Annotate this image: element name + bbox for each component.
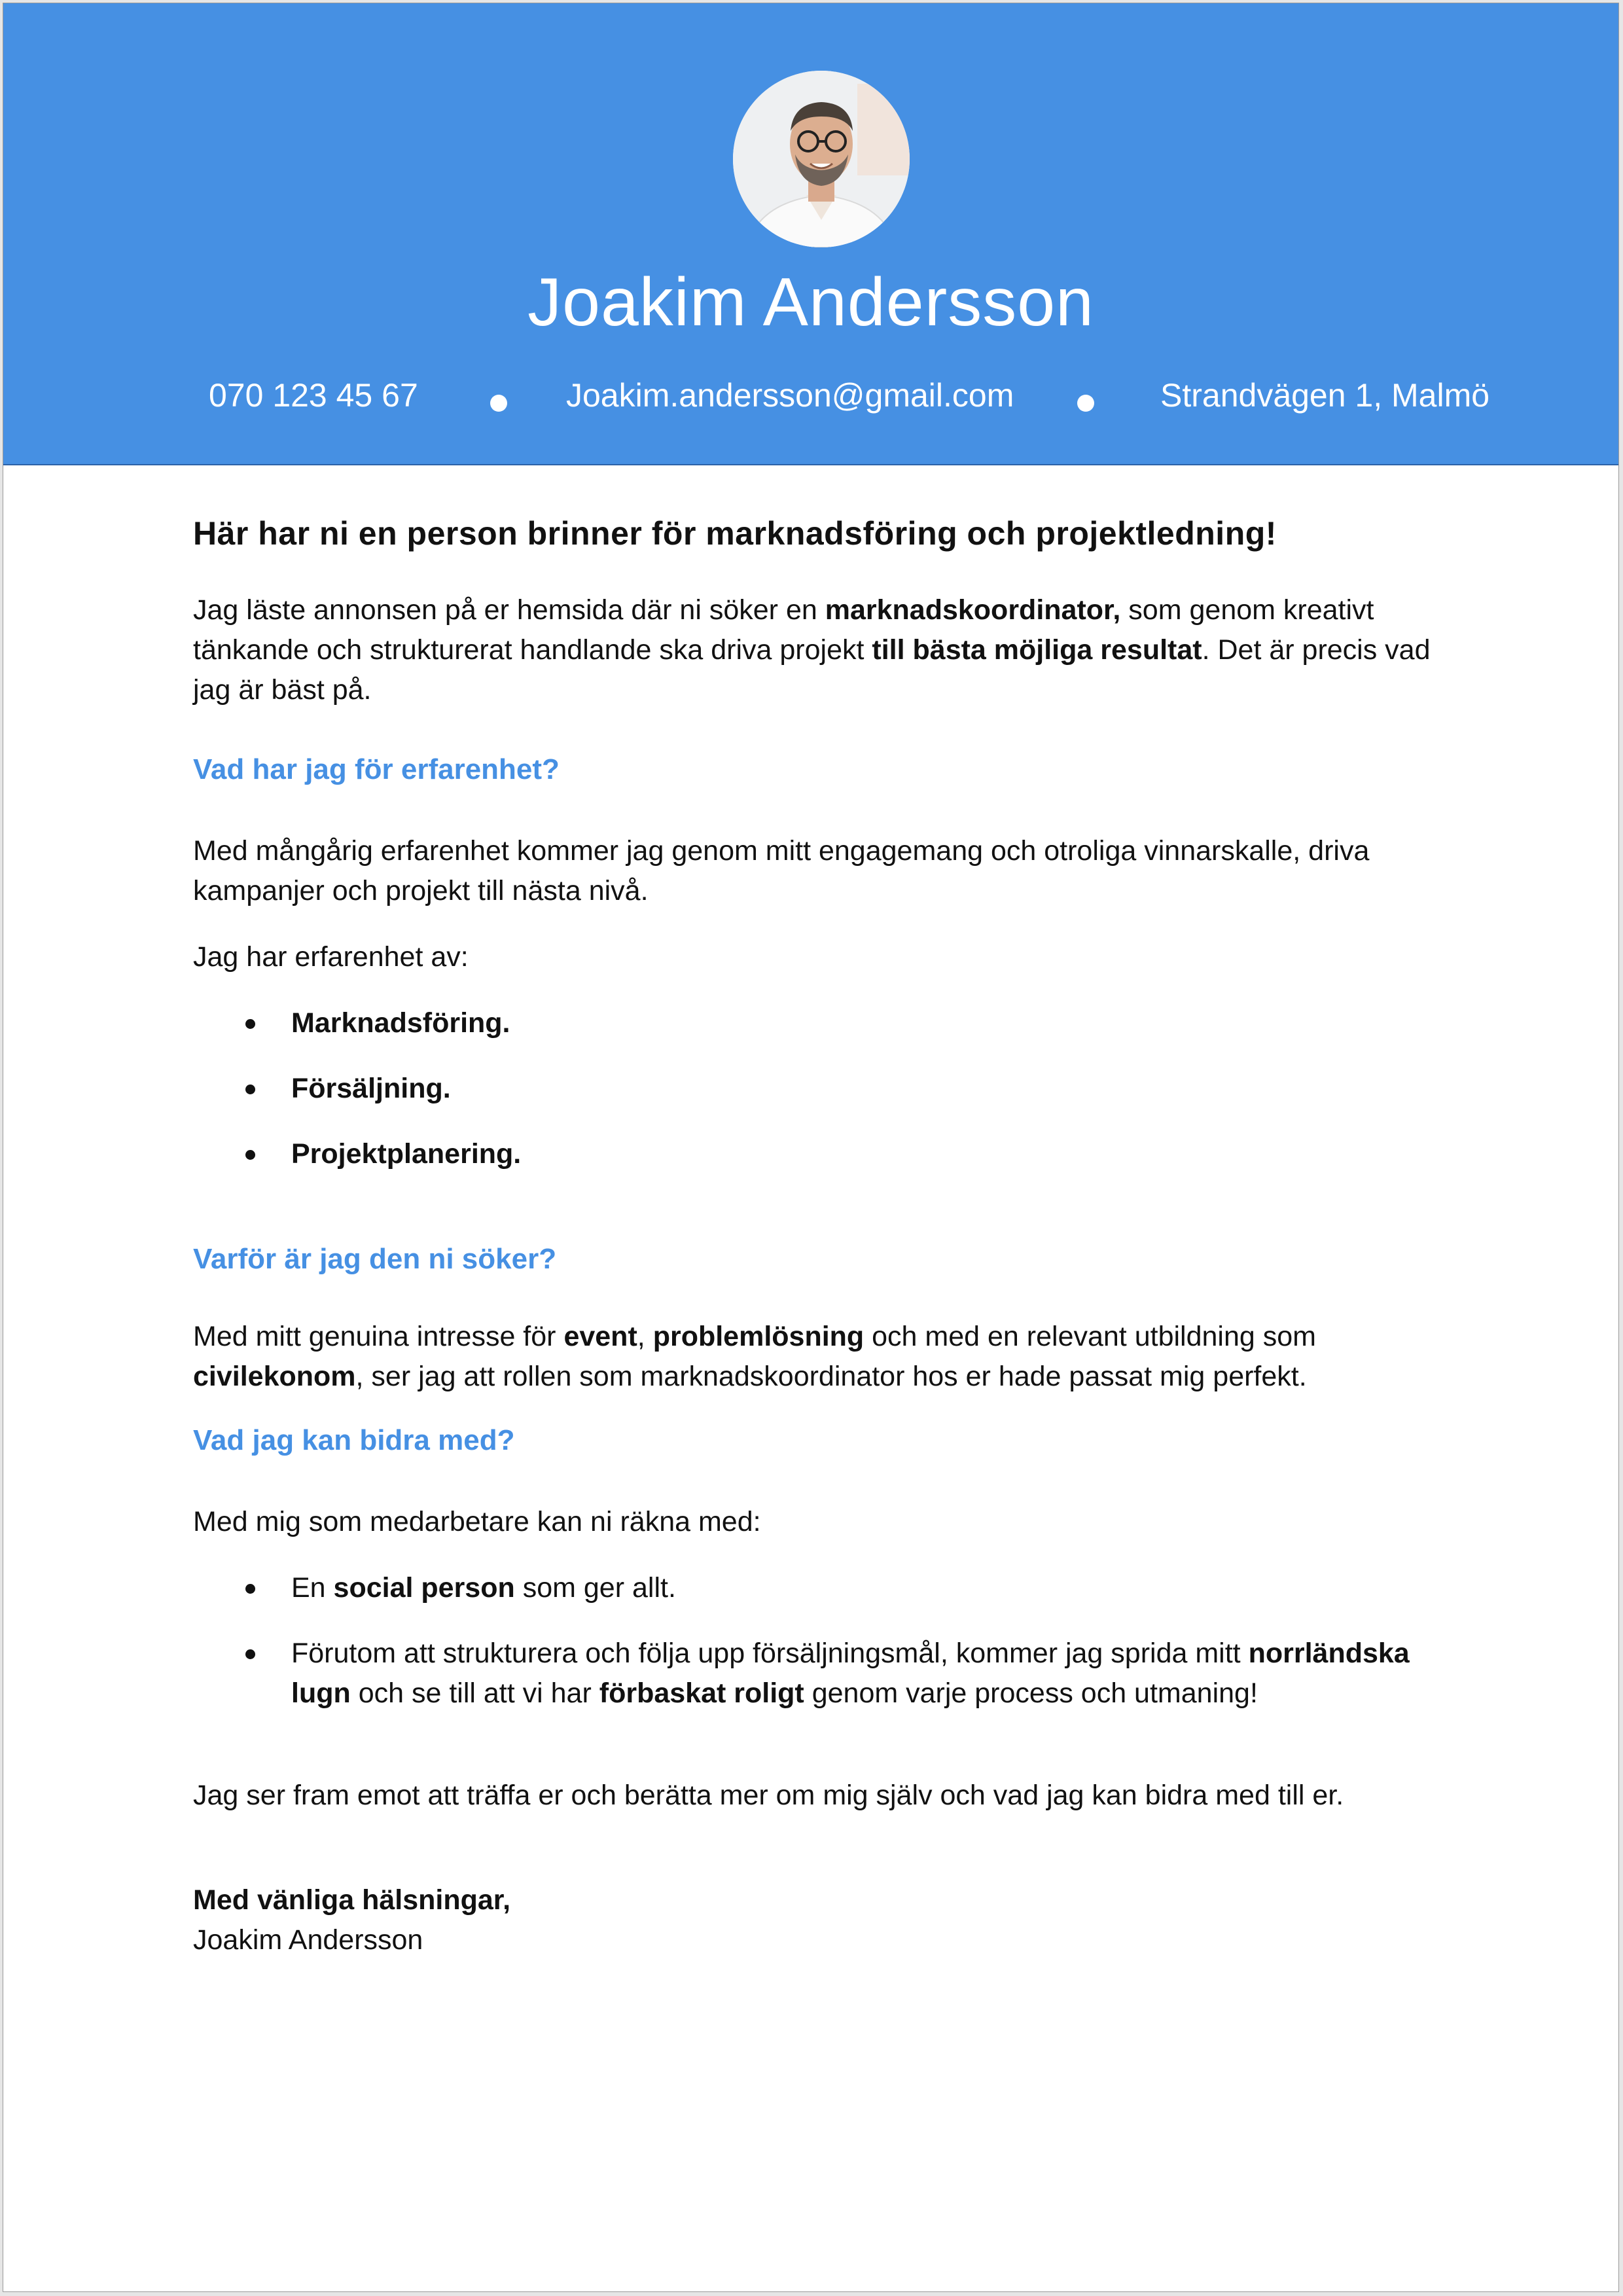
section-heading-why-me: Varför är jag den ni söker? <box>193 1243 557 1275</box>
applicant-name: Joakim Andersson <box>527 264 1094 340</box>
section-heading-experience: Vad har jag för erfarenhet? <box>193 753 560 785</box>
signature: Joakim Andersson <box>193 1924 423 1956</box>
email-address: Joakim.andersson@gmail.com <box>566 377 1014 414</box>
list-item: Marknadsföring. <box>193 1003 1463 1043</box>
contribution-list-intro: Med mig som medarbetare kan ni räkna med: <box>193 1506 761 1537</box>
header-banner <box>3 3 1618 465</box>
list-text: genom varje process och utmaning! <box>804 1677 1258 1709</box>
separator-dot-icon <box>490 395 507 412</box>
why-me-paragraph <box>193 1317 1463 1397</box>
list-text: En <box>291 1572 334 1604</box>
why-me-text: , <box>637 1321 653 1352</box>
why-me-emphasis: event <box>563 1321 637 1352</box>
letter-headline: Här har ni en person brinner för marknadsföring och projektledning! <box>193 515 1277 552</box>
experience-list-intro: Jag har erfarenhet av: <box>193 941 469 973</box>
intro-paragraph <box>193 590 1463 710</box>
intro-emphasis: marknadskoordinator, <box>825 594 1121 626</box>
why-me-text: och med en relevant utbildning som <box>864 1321 1316 1352</box>
why-me-emphasis: problemlösning <box>652 1321 865 1352</box>
signoff: Med vänliga hälsningar, <box>193 1884 511 1916</box>
experience-paragraph: Med mångårig erfarenhet kommer jag genom mitt engagemang och otroliga vinnarskalle, driva kampanjer och projekt till nästa nivå. <box>193 835 1370 906</box>
why-me-text: Med mitt genuina intresse för <box>193 1321 564 1352</box>
intro-text: . Det är precis vad jag är bäst på. <box>193 634 1431 706</box>
list-emphasis: social person <box>333 1572 515 1604</box>
profile-photo <box>733 71 910 247</box>
list-text: som ger allt. <box>514 1572 676 1604</box>
list-item: Projektplanering. <box>193 1134 1463 1174</box>
list-emphasis: förbaskat roligt <box>599 1677 804 1709</box>
section-heading-contribution: Vad jag kan bidra med? <box>193 1424 515 1456</box>
phone-number: 070 123 45 67 <box>209 377 418 414</box>
list-item: Försäljning. <box>193 1069 1463 1109</box>
why-me-text: , ser jag att rollen som marknadskoordinator hos er hade passat mig perfekt. <box>355 1361 1307 1392</box>
intro-text: som genom kreativt tänkande och strukturerat handlande ska driva projekt <box>193 594 1374 666</box>
document-page <box>3 3 1619 2292</box>
intro-emphasis: till bästa möjliga resultat <box>872 634 1202 666</box>
experience-list <box>193 1003 1463 1174</box>
list-item <box>193 1568 1463 1608</box>
why-me-emphasis: civilekonom <box>193 1361 356 1392</box>
list-text: Förutom att strukturera och följa upp försäljningsmål, kommer jag sprida mitt <box>291 1638 1249 1669</box>
separator-dot-icon <box>1077 395 1094 412</box>
list-text: och se till att vi har <box>350 1677 599 1709</box>
contribution-list <box>193 1568 1463 1713</box>
profile-photo-illustration <box>733 71 910 247</box>
list-item <box>193 1634 1463 1713</box>
closing-paragraph: Jag ser fram emot att träffa er och berätta mer om mig själv och vad jag kan bidra med till er. <box>193 1780 1344 1811</box>
intro-text: Jag läste annonsen på er hemsida där ni söker en <box>193 594 825 626</box>
street-address: Strandvägen 1, Malmö <box>1160 377 1490 414</box>
letter-body <box>193 514 1463 1960</box>
list-emphasis: norrländska lugn <box>291 1638 1410 1709</box>
